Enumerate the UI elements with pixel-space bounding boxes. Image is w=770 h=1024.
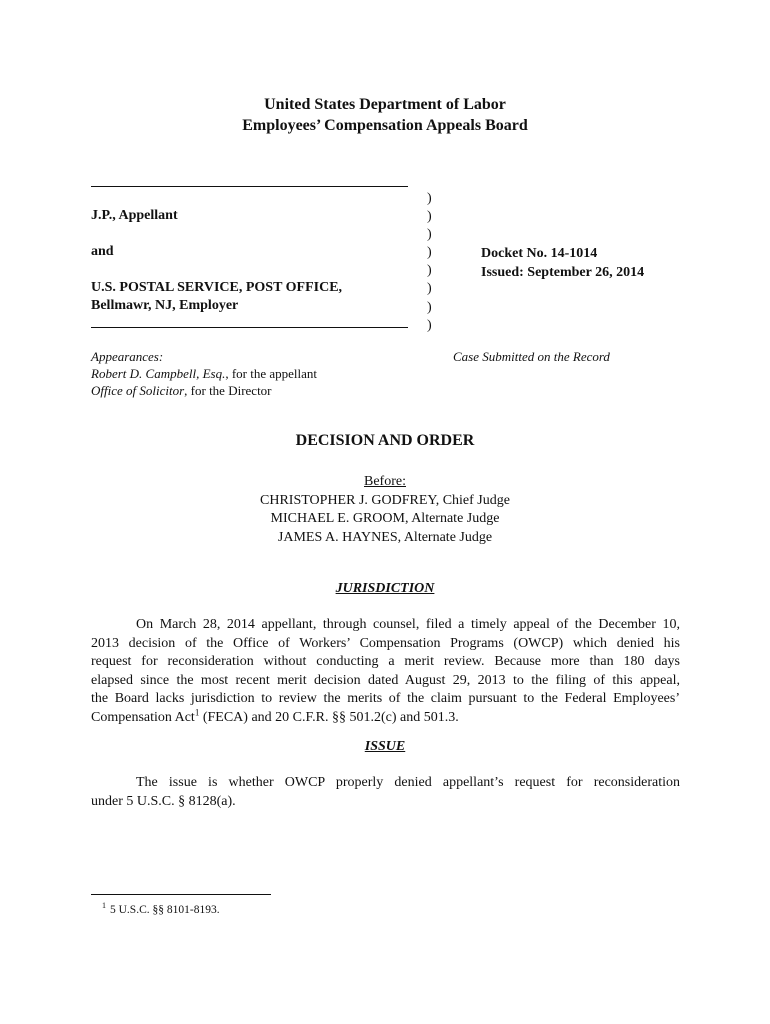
paragraph-line: the Board lacks jurisdiction to review the merits of the claim pursuant to the Federal Employees’ bbox=[91, 691, 680, 707]
statute-citation: (FECA) and 20 C.F.R. §§ 501.2(c) and 501.3. bbox=[199, 709, 459, 725]
before-label: Before: bbox=[364, 474, 406, 489]
paragraph-line: 2013 decision of the Office of Workers’ Compensation Programs (OWCP) which denied his bbox=[91, 635, 680, 651]
appellant-counsel bbox=[91, 365, 317, 382]
footnote-reference[interactable]: 1 bbox=[194, 707, 200, 718]
employer-line-2: Bellmawr, NJ, Employer bbox=[91, 298, 239, 313]
issue-paragraph bbox=[91, 774, 680, 811]
document-header bbox=[0, 94, 770, 136]
paren: ) bbox=[427, 299, 432, 315]
paragraph-line: under 5 U.S.C. § 8128(a). bbox=[91, 793, 236, 809]
paragraph-line: On March 28, 2014 appellant, through counsel, filed a timely appeal of the December 10, bbox=[136, 617, 680, 632]
paragraph-line: The issue is whether OWCP properly denied appellant’s request for reconsideration bbox=[136, 775, 680, 790]
director-counsel bbox=[91, 382, 317, 399]
appearances-block bbox=[91, 348, 317, 399]
paragraph-line: request for reconsideration without conducting a merit review. Because more than 180 days bbox=[91, 654, 680, 670]
paren: ) bbox=[427, 317, 432, 333]
statute-name: Compensation Act bbox=[91, 709, 195, 725]
paren: ) bbox=[427, 263, 432, 279]
appellant-counsel-name: Robert D. Campbell, Esq. bbox=[91, 366, 226, 381]
footnote bbox=[102, 903, 220, 918]
director-counsel-name: Office of Solicitor bbox=[91, 383, 185, 398]
footnote-separator bbox=[91, 894, 271, 895]
appearances-label: Appearances: bbox=[91, 349, 164, 364]
panel-block bbox=[0, 473, 770, 547]
docket-number: Docket No. 14-1014 bbox=[481, 246, 598, 261]
docket-info bbox=[481, 244, 644, 282]
paren: ) bbox=[427, 209, 432, 225]
appellant-counsel-role: , for the appellant bbox=[225, 366, 318, 381]
appellant-name: J.P., Appellant bbox=[91, 208, 178, 223]
employer-name bbox=[91, 279, 342, 315]
agency-name: United States Department of Labor bbox=[264, 96, 506, 113]
caption-and: and bbox=[91, 244, 114, 259]
paren: ) bbox=[427, 281, 432, 297]
footnote-number: 1 bbox=[102, 901, 106, 911]
paren: ) bbox=[427, 245, 432, 261]
issue-heading: ISSUE bbox=[364, 739, 406, 754]
case-submitted-note: Case Submitted on the Record bbox=[453, 349, 610, 364]
footnote-text: 5 U.S.C. §§ 8101-8193. bbox=[110, 904, 220, 916]
jurisdiction-paragraph bbox=[91, 616, 680, 728]
judge-name: JAMES A. HAYNES, Alternate Judge bbox=[277, 529, 493, 545]
paragraph-line: elapsed since the most recent merit decision dated August 29, 2013 to the filing of this appeal, bbox=[91, 672, 680, 688]
judge-name: CHRISTOPHER J. GODFREY, Chief Judge bbox=[260, 492, 510, 508]
employer-line-1: U.S. POSTAL SERVICE, POST OFFICE, bbox=[91, 280, 343, 295]
caption-top-rule bbox=[91, 186, 408, 187]
director-counsel-role: , for the Director bbox=[184, 383, 272, 398]
paragraph-line bbox=[91, 709, 680, 728]
issued-date: Issued: September 26, 2014 bbox=[481, 265, 645, 280]
judge-name: MICHAEL E. GROOM, Alternate Judge bbox=[270, 511, 500, 526]
board-name: Employees’ Compensation Appeals Board bbox=[242, 117, 528, 134]
caption-paren-column bbox=[427, 190, 432, 335]
jurisdiction-heading: JURISDICTION bbox=[335, 581, 435, 596]
decision-title: DECISION AND ORDER bbox=[295, 432, 475, 449]
paren: ) bbox=[427, 227, 432, 243]
paren: ) bbox=[427, 191, 432, 206]
caption-bottom-rule bbox=[91, 327, 408, 328]
